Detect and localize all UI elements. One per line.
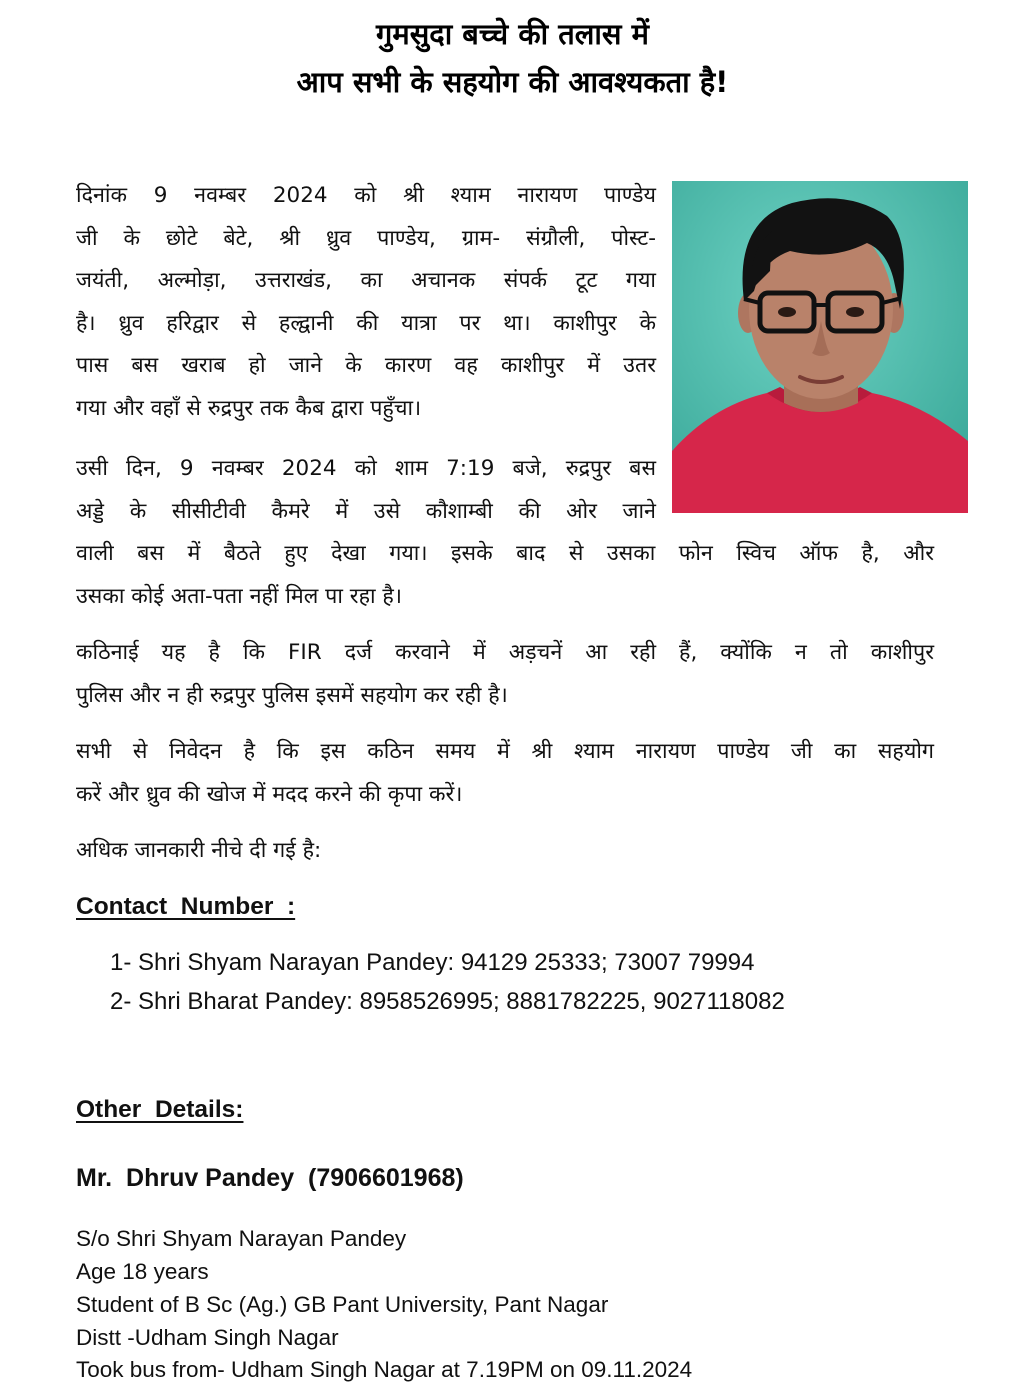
paragraph-2-line: उसका कोई अता-पता नहीं मिल पा रहा है।	[76, 583, 402, 609]
paragraph-incident-details	[76, 175, 656, 430]
paragraph-2-line: अड्डे के सीसीटीवी कैमरे में उसे कौशाम्बी की ओर जाने	[76, 498, 656, 524]
paragraph-more-info	[76, 830, 934, 873]
paragraph-4-line: करें और ध्रुव की खोज में मदद करने की कृपा करें।	[76, 781, 463, 807]
portrait-illustration	[672, 181, 968, 513]
contact-item: 1- Shri Shyam Narayan Pandey: 94129 25333; 73007 79994	[110, 949, 755, 976]
paragraph-1-line: जी के छोटे बेटे, श्री ध्रुव पाण्डेय, ग्राम- संग्रौली, पोस्ट-	[76, 225, 656, 251]
missing-person-photo	[672, 181, 968, 513]
paragraph-2-line: उसी दिन, 9 नवम्बर 2024 को शाम 7:19 बजे, रुद्रपुर बस	[76, 456, 656, 481]
detail-line: Age 18 years	[76, 1259, 209, 1284]
paragraph-3-line: कठिनाई यह है कि FIR दर्ज करवाने में अड़चनें आ रही हैं, क्योंकि न तो काशीपुर	[76, 640, 934, 665]
paragraph-1-line: दिनांक 9 नवम्बर 2024 को श्री श्याम नारायण पाण्डेय	[76, 183, 656, 208]
paragraph-1-line: है। ध्रुव हरिद्वार से हल्द्वानी की यात्रा पर था। काशीपुर के	[76, 310, 656, 336]
paragraph-1-line: गया और वहाँ से रुद्रपुर तक कैब द्वारा पहुँचा।	[76, 395, 422, 421]
paragraph-1-line: पास बस खराब हो जाने के कारण वह काशीपुर में उतर	[76, 353, 656, 378]
paragraph-last-seen-continued	[76, 533, 934, 618]
poster-title-line-1: गुमसुदा बच्चे की तलास में	[376, 17, 649, 51]
person-name-phone: Mr. Dhruv Pandey (7906601968)	[76, 1164, 464, 1192]
paragraph-2-line: वाली बस में बैठते हुए देखा गया। इसके बाद से उसका फोन स्विच ऑफ है, और	[76, 541, 934, 566]
contact-item: 2- Shri Bharat Pandey: 8958526995; 8881782225, 9027118082	[110, 988, 785, 1015]
paragraph-1-line: जयंती, अल्मोड़ा, उत्तराखंड, का अचानक संपर्क टूट गया	[76, 268, 656, 293]
paragraph-last-seen	[76, 448, 656, 533]
detail-line: S/o Shri Shyam Narayan Pandey	[76, 1226, 407, 1251]
paragraph-5-line: अधिक जानकारी नीचे दी गई है:	[76, 838, 322, 863]
paragraph-3-line: पुलिस और न ही रुद्रपुर पुलिस इसमें सहयोग कर रही है।	[76, 682, 508, 708]
detail-line: Student of B Sc (Ag.) GB Pant University, Pant Nagar	[76, 1292, 609, 1317]
detail-line: Distt -Udham Singh Nagar	[76, 1325, 339, 1350]
paragraph-appeal	[76, 731, 934, 816]
paragraph-4-line: सभी से निवेदन है कि इस कठिन समय में श्री श्याम नारायण पाण्डेय जी का सहयोग	[76, 739, 934, 764]
poster-title-line-2: आप सभी के सहयोग की आवश्यकता है!	[296, 65, 729, 99]
detail-line: Took bus from- Udham Singh Nagar at 7.19PM on 09.11.2024	[76, 1357, 693, 1382]
paragraph-fir-difficulty	[76, 632, 934, 717]
contact-number-heading: Contact Number :	[76, 893, 296, 920]
other-details-heading: Other Details:	[76, 1096, 244, 1123]
